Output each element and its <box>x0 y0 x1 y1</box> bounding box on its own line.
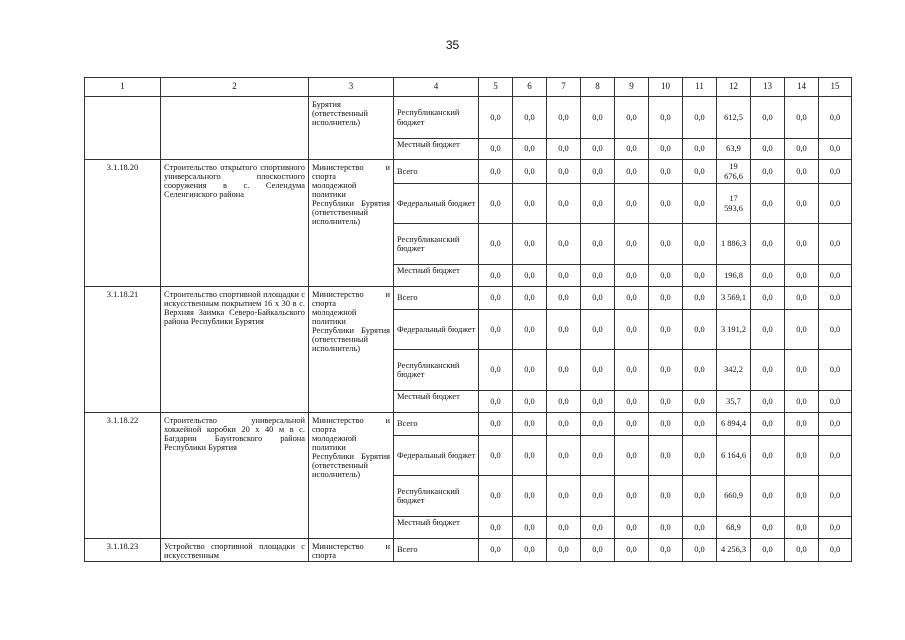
value-cell: 0,0 <box>819 391 852 413</box>
value-cell: 0,0 <box>581 391 615 413</box>
column-header: 13 <box>751 78 785 97</box>
value-cell: 0,0 <box>649 476 683 517</box>
value-cell: 0,0 <box>819 265 852 287</box>
value-cell: 0,0 <box>785 184 819 224</box>
column-header: 11 <box>683 78 717 97</box>
value-cell: 0,0 <box>513 539 547 562</box>
value-cell: 0,0 <box>649 224 683 265</box>
value-cell: 0,0 <box>581 160 615 184</box>
budget-table <box>84 77 852 562</box>
column-header: 8 <box>581 78 615 97</box>
executor-conjunction: и <box>385 290 390 299</box>
value-cell: 0,0 <box>547 184 581 224</box>
value-cell: 0,0 <box>649 287 683 310</box>
funding-source: Федеральный бюджет <box>394 184 479 224</box>
value-cell: 0,0 <box>581 517 615 539</box>
value-cell: 0,0 <box>785 476 819 517</box>
value-cell: 4 256,3 <box>717 539 751 562</box>
value-cell: 0,0 <box>819 97 852 139</box>
value-cell: 0,0 <box>649 350 683 391</box>
value-cell: 0,0 <box>479 436 513 476</box>
value-cell: 0,0 <box>479 139 513 160</box>
value-cell: 17 593,6 <box>717 184 751 224</box>
value-cell: 0,0 <box>547 413 581 436</box>
value-cell: 0,0 <box>581 97 615 139</box>
value-cell: 0,0 <box>649 265 683 287</box>
value-cell: 0,0 <box>683 310 717 350</box>
executor-cell <box>309 539 394 562</box>
value-cell: 0,0 <box>581 287 615 310</box>
value-cell: 0,0 <box>547 265 581 287</box>
value-cell: 0,0 <box>479 97 513 139</box>
value-cell: 0,0 <box>683 539 717 562</box>
value-cell: 0,0 <box>785 310 819 350</box>
value-cell: 19 676,6 <box>717 160 751 184</box>
value-cell: 0,0 <box>683 350 717 391</box>
value-cell: 0,0 <box>479 265 513 287</box>
funding-source: Всего <box>394 287 479 310</box>
value-cell: 0,0 <box>513 184 547 224</box>
funding-source: Федеральный бюджет <box>394 436 479 476</box>
executor-line <box>312 416 390 434</box>
value-cell: 0,0 <box>615 476 649 517</box>
value-cell: 0,0 <box>513 350 547 391</box>
value-cell: 0,0 <box>751 224 785 265</box>
value-cell: 0,0 <box>649 517 683 539</box>
value-cell: 0,0 <box>581 350 615 391</box>
event-code: 3.1.18.20 <box>85 160 161 287</box>
column-header: 3 <box>309 78 394 97</box>
value-cell: 0,0 <box>479 539 513 562</box>
value-cell: 0,0 <box>547 224 581 265</box>
value-cell: 0,0 <box>547 436 581 476</box>
value-cell: 0,0 <box>751 413 785 436</box>
value-cell: 0,0 <box>751 539 785 562</box>
executor-head: Министерство спорта <box>312 416 364 435</box>
value-cell: 0,0 <box>751 139 785 160</box>
code-cell-empty <box>85 97 161 160</box>
value-cell: 0,0 <box>615 517 649 539</box>
value-cell: 0,0 <box>819 350 852 391</box>
page-number: 35 <box>445 38 460 52</box>
value-cell: 0,0 <box>819 413 852 436</box>
executor-line <box>312 290 390 308</box>
executor-line <box>312 163 390 181</box>
value-cell: 0,0 <box>751 160 785 184</box>
value-cell: 0,0 <box>513 160 547 184</box>
funding-source: Республиканский бюджет <box>394 97 479 139</box>
value-cell: 0,0 <box>751 476 785 517</box>
value-cell: 0,0 <box>649 539 683 562</box>
value-cell: 0,0 <box>683 160 717 184</box>
value-cell: 0,0 <box>547 391 581 413</box>
column-header: 6 <box>513 78 547 97</box>
value-cell: 0,0 <box>819 224 852 265</box>
value-cell: 0,0 <box>819 139 852 160</box>
funding-source: Федеральный бюджет <box>394 310 479 350</box>
value-cell: 0,0 <box>615 436 649 476</box>
funding-source: Местный бюджет <box>394 265 479 287</box>
executor-cell: Бурятия (ответственный исполнитель) <box>309 97 394 160</box>
value-cell: 0,0 <box>615 310 649 350</box>
column-header: 1 <box>85 78 161 97</box>
value-cell: 0,0 <box>581 539 615 562</box>
value-cell: 0,0 <box>751 265 785 287</box>
executor-head: Министерство спорта <box>312 290 364 309</box>
value-cell: 0,0 <box>547 160 581 184</box>
value-cell: 0,0 <box>581 139 615 160</box>
value-cell: 0,0 <box>615 539 649 562</box>
table-row <box>85 539 852 562</box>
value-cell: 0,0 <box>615 265 649 287</box>
value-cell: 0,0 <box>581 476 615 517</box>
value-cell: 0,0 <box>819 517 852 539</box>
value-cell: 0,0 <box>683 413 717 436</box>
header-row <box>85 78 852 97</box>
event-code: 3.1.18.23 <box>85 539 161 562</box>
value-cell: 0,0 <box>581 224 615 265</box>
value-cell: 0,0 <box>479 350 513 391</box>
value-cell: 0,0 <box>683 97 717 139</box>
value-cell: 0,0 <box>683 517 717 539</box>
table-body <box>85 78 852 562</box>
executor-rest: молодежной политики Республики Бурятия (ответственный исполнитель) <box>312 308 390 354</box>
value-cell: 0,0 <box>615 160 649 184</box>
value-cell: 0,0 <box>649 184 683 224</box>
value-cell: 0,0 <box>785 160 819 184</box>
value-cell: 0,0 <box>785 436 819 476</box>
value-cell: 0,0 <box>479 391 513 413</box>
column-header: 15 <box>819 78 852 97</box>
executor-head: Министерство спорта <box>312 163 364 182</box>
column-header: 12 <box>717 78 751 97</box>
value-cell: 0,0 <box>751 310 785 350</box>
value-cell: 0,0 <box>615 139 649 160</box>
value-cell: 0,0 <box>819 476 852 517</box>
value-cell: 0,0 <box>819 160 852 184</box>
value-cell: 0,0 <box>513 476 547 517</box>
value-cell: 0,0 <box>547 517 581 539</box>
value-cell: 0,0 <box>547 287 581 310</box>
value-cell: 0,0 <box>479 184 513 224</box>
value-cell: 0,0 <box>751 287 785 310</box>
value-cell: 0,0 <box>785 517 819 539</box>
value-cell: 0,0 <box>751 97 785 139</box>
value-cell: 0,0 <box>649 139 683 160</box>
table-row <box>85 160 852 184</box>
value-cell: 0,0 <box>819 539 852 562</box>
table-row <box>85 97 852 139</box>
column-header: 2 <box>161 78 309 97</box>
value-cell: 0,0 <box>547 139 581 160</box>
value-cell: 0,0 <box>479 517 513 539</box>
funding-source: Республиканский бюджет <box>394 350 479 391</box>
value-cell: 0,0 <box>785 391 819 413</box>
value-cell: 0,0 <box>513 265 547 287</box>
funding-source: Всего <box>394 413 479 436</box>
value-cell: 0,0 <box>683 391 717 413</box>
value-cell: 0,0 <box>819 287 852 310</box>
column-header: 7 <box>547 78 581 97</box>
value-cell: 63,9 <box>717 139 751 160</box>
value-cell: 0,0 <box>683 476 717 517</box>
event-code: 3.1.18.22 <box>85 413 161 539</box>
value-cell: 0,0 <box>615 184 649 224</box>
value-cell: 0,0 <box>819 310 852 350</box>
value-cell: 0,0 <box>513 287 547 310</box>
table-row <box>85 287 852 310</box>
event-code: 3.1.18.21 <box>85 287 161 413</box>
executor-cell <box>309 160 394 287</box>
value-cell: 0,0 <box>649 413 683 436</box>
value-cell: 0,0 <box>513 413 547 436</box>
value-cell: 660,9 <box>717 476 751 517</box>
value-cell: 0,0 <box>751 350 785 391</box>
value-cell: 0,0 <box>513 97 547 139</box>
value-cell: 0,0 <box>615 287 649 310</box>
column-header: 9 <box>615 78 649 97</box>
funding-source: Местный бюджет <box>394 139 479 160</box>
event-name: Строительство спортивной площадки с искусственным покрытием 16 х 30 в с. Верхняя Заимка Северо-Байкальского района Республики Бурятия <box>161 287 309 413</box>
executor-conjunction: и <box>385 163 390 172</box>
event-name: Строительство открытого спортивного универсального плоскостного сооружения в с. Селендума Селенгинского района <box>161 160 309 287</box>
funding-source: Республиканский бюджет <box>394 224 479 265</box>
value-cell: 0,0 <box>513 310 547 350</box>
funding-source: Республиканский бюджет <box>394 476 479 517</box>
value-cell: 0,0 <box>615 224 649 265</box>
value-cell: 0,0 <box>785 413 819 436</box>
value-cell: 0,0 <box>581 436 615 476</box>
value-cell: 0,0 <box>785 287 819 310</box>
column-header: 4 <box>394 78 479 97</box>
value-cell: 0,0 <box>547 350 581 391</box>
executor-head: Министерство спорта <box>312 542 364 561</box>
value-cell: 0,0 <box>479 310 513 350</box>
event-name: Строительство универсальной хоккейной коробки 20 х 40 м в с. Багдарин Баунтовского района Республики Бурятия <box>161 413 309 539</box>
value-cell: 0,0 <box>785 265 819 287</box>
executor-rest: молодежной политики Республики Бурятия (ответственный исполнитель) <box>312 434 390 480</box>
value-cell: 0,0 <box>547 97 581 139</box>
table-row <box>85 413 852 436</box>
value-cell: 0,0 <box>513 139 547 160</box>
value-cell: 0,0 <box>649 160 683 184</box>
value-cell: 0,0 <box>581 413 615 436</box>
event-name: Устройство спортивной площадки с искусственным <box>161 539 309 562</box>
value-cell: 0,0 <box>479 476 513 517</box>
value-cell: 0,0 <box>683 139 717 160</box>
executor-conjunction: и <box>385 542 390 551</box>
value-cell: 0,0 <box>479 287 513 310</box>
value-cell: 3 191,2 <box>717 310 751 350</box>
funding-source: Местный бюджет <box>394 517 479 539</box>
value-cell: 0,0 <box>615 391 649 413</box>
value-cell: 0,0 <box>683 436 717 476</box>
value-cell: 0,0 <box>819 184 852 224</box>
value-cell: 0,0 <box>479 224 513 265</box>
value-cell: 0,0 <box>513 517 547 539</box>
value-cell: 0,0 <box>785 350 819 391</box>
value-cell: 0,0 <box>785 139 819 160</box>
value-cell: 0,0 <box>547 476 581 517</box>
value-cell: 0,0 <box>785 224 819 265</box>
column-header: 5 <box>479 78 513 97</box>
value-cell: 0,0 <box>683 265 717 287</box>
executor-rest: молодежной политики Республики Бурятия (ответственный исполнитель) <box>312 181 390 227</box>
value-cell: 0,0 <box>751 391 785 413</box>
value-cell: 0,0 <box>513 224 547 265</box>
value-cell: 0,0 <box>683 184 717 224</box>
value-cell: 3 569,1 <box>717 287 751 310</box>
value-cell: 0,0 <box>751 184 785 224</box>
column-header: 14 <box>785 78 819 97</box>
value-cell: 0,0 <box>615 350 649 391</box>
value-cell: 0,0 <box>819 436 852 476</box>
value-cell: 0,0 <box>513 391 547 413</box>
value-cell: 0,0 <box>479 413 513 436</box>
value-cell: 612,5 <box>717 97 751 139</box>
executor-cell <box>309 287 394 413</box>
value-cell: 0,0 <box>581 184 615 224</box>
event-name-cell-empty <box>161 97 309 160</box>
value-cell: 68,9 <box>717 517 751 539</box>
value-cell: 35,7 <box>717 391 751 413</box>
executor-line <box>312 542 390 560</box>
value-cell: 0,0 <box>547 310 581 350</box>
value-cell: 0,0 <box>649 436 683 476</box>
value-cell: 0,0 <box>649 97 683 139</box>
value-cell: 196,8 <box>717 265 751 287</box>
value-cell: 0,0 <box>581 265 615 287</box>
value-cell: 0,0 <box>683 224 717 265</box>
value-cell: 0,0 <box>479 160 513 184</box>
value-cell: 0,0 <box>581 310 615 350</box>
value-cell: 0,0 <box>751 436 785 476</box>
value-cell: 6 894,4 <box>717 413 751 436</box>
value-cell: 0,0 <box>615 413 649 436</box>
funding-source: Всего <box>394 539 479 562</box>
value-cell: 6 164,6 <box>717 436 751 476</box>
value-cell: 0,0 <box>683 287 717 310</box>
value-cell: 0,0 <box>649 310 683 350</box>
column-header: 10 <box>649 78 683 97</box>
value-cell: 0,0 <box>547 539 581 562</box>
executor-conjunction: и <box>385 416 390 425</box>
value-cell: 0,0 <box>785 539 819 562</box>
value-cell: 0,0 <box>785 97 819 139</box>
funding-source: Всего <box>394 160 479 184</box>
executor-cell <box>309 413 394 539</box>
value-cell: 1 886,3 <box>717 224 751 265</box>
value-cell: 342,2 <box>717 350 751 391</box>
funding-source: Местный бюджет <box>394 391 479 413</box>
value-cell: 0,0 <box>513 436 547 476</box>
value-cell: 0,0 <box>615 97 649 139</box>
value-cell: 0,0 <box>751 517 785 539</box>
value-cell: 0,0 <box>649 391 683 413</box>
